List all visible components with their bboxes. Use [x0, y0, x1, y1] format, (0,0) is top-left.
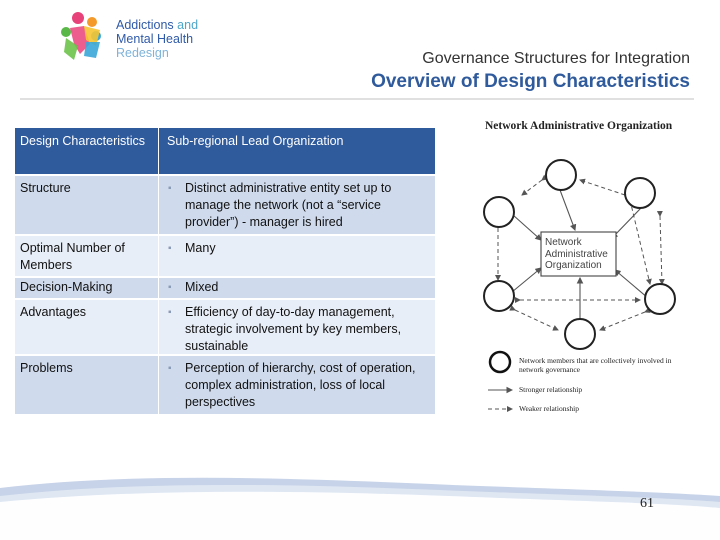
legend-dashed-label: Weaker relationship — [519, 404, 579, 413]
member-circle — [546, 160, 576, 190]
row-label: Optimal Number of Members — [15, 236, 158, 276]
row-value-cell — [159, 236, 435, 276]
nao-label-line: Network — [545, 237, 582, 248]
table-header-cell: Design Characteristics — [15, 128, 158, 174]
bullet-icon: ▪ — [168, 243, 172, 254]
row-value: Distinct administrative entity set up to manage the network (not a “service provider”) - manager is hired — [185, 181, 392, 229]
logo — [56, 10, 206, 70]
bullet-icon: ▪ — [168, 363, 172, 374]
member-circle — [645, 284, 675, 314]
title-divider — [20, 98, 694, 100]
page-number: 61 — [640, 496, 654, 511]
logo-line1-and: and — [173, 18, 199, 32]
nao-label-line: Organization — [545, 260, 602, 271]
row-value: Mixed — [185, 280, 219, 294]
logo-figures-icon — [56, 10, 116, 70]
bullet-icon: ▪ — [168, 183, 172, 194]
table-row — [15, 176, 435, 234]
row-value: Perception of hierarchy, cost of operation, complex administration, loss of local perspectives — [185, 361, 416, 409]
footer-wave — [0, 470, 720, 540]
table-row — [15, 236, 435, 276]
slide-title: Overview of Design Characteristics — [371, 71, 690, 92]
logo-text — [116, 18, 198, 60]
table-header-cell: Sub-regional Lead Organization — [159, 128, 435, 174]
row-label: Decision-Making — [15, 278, 158, 298]
bullet-icon: ▪ — [168, 282, 172, 293]
logo-line2: Mental Health — [116, 32, 194, 46]
diagram-title: Network Administrative Organization — [485, 120, 673, 132]
table-row — [15, 300, 435, 354]
row-label: Problems — [15, 356, 158, 414]
logo-line3: Redesign — [116, 46, 169, 60]
logo-line1: Addictions — [116, 18, 174, 32]
member-circle — [625, 178, 655, 208]
table-header-row — [15, 128, 435, 174]
bullet-icon: ▪ — [168, 307, 172, 318]
table-row — [15, 356, 435, 414]
member-circle — [484, 197, 514, 227]
nao-label-line: Administrative — [545, 248, 608, 260]
network-diagram — [470, 112, 700, 432]
member-circle — [484, 281, 514, 311]
legend-solid-label: Stronger relationship — [519, 385, 583, 394]
legend-circle-label: Network members that are collectively involved in network governance — [519, 356, 672, 374]
slide-subtitle: Governance Structures for Integration — [422, 50, 690, 67]
row-value-cell — [159, 300, 435, 354]
nao-box-label — [545, 237, 608, 272]
row-value-cell — [159, 176, 435, 234]
member-circle — [565, 319, 595, 349]
legend-circle-icon — [490, 352, 510, 372]
row-value-cell — [159, 278, 435, 298]
row-value: Efficiency of day-to-day management, strategic involvement by key members, sustainable — [185, 305, 402, 353]
row-label: Advantages — [15, 300, 158, 354]
row-value-cell — [159, 356, 435, 414]
table-row — [15, 278, 435, 298]
row-value: Many — [185, 241, 216, 255]
row-label: Structure — [15, 176, 158, 234]
